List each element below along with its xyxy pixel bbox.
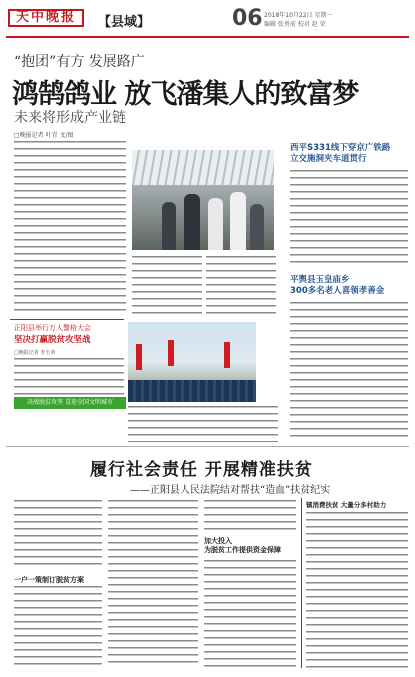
story2-photo [128, 322, 256, 402]
flag [224, 342, 230, 368]
newspaper-logo: 天中晚报 [8, 9, 84, 27]
photo-person [162, 202, 176, 250]
lead-subhead: 未来将形成产业链 [14, 110, 126, 126]
editor-text: 编辑 张勇前 校对 赵 荣 [264, 21, 326, 28]
date-text: 2018年10月22日 星期一 [264, 12, 333, 19]
lead-body-col2 [132, 256, 202, 316]
bottom-col3a [204, 500, 296, 534]
section-divider [6, 446, 409, 447]
right-body-b [290, 302, 408, 438]
photo-roof [132, 150, 274, 185]
story2-body-2 [128, 406, 278, 442]
story2-byline: □晚报记者 李玉章 [14, 350, 56, 356]
crowd [128, 380, 256, 402]
bottom-headline: 履行社会责任 开展精准扶贫 [90, 460, 313, 480]
bottom-col3b [204, 560, 296, 668]
right-headline-b: 平舆县玉皇庙乡 300多名老人喜领孝善金 [290, 275, 385, 296]
story2-banner: 决战脱贫攻坚 喜迎全国文明城市 [14, 397, 126, 409]
lead-byline: □晚报记者 叶青 文/图 [14, 132, 74, 139]
photo-person [230, 192, 246, 250]
sidebox-body [306, 512, 408, 668]
masthead-rule [6, 36, 409, 38]
story2-headline: 坚决打赢脱贫攻坚战 [14, 335, 91, 345]
bottom-col1 [14, 500, 102, 570]
photo-person [208, 198, 223, 250]
masthead [0, 0, 415, 44]
lead-kicker: “抱团”有方 发展路广 [14, 54, 145, 70]
page-number: 06 [232, 6, 263, 31]
photo-person [184, 194, 200, 250]
lead-body-col3 [206, 256, 276, 316]
right-body-a [290, 170, 408, 266]
section-label: 【县域】 [98, 15, 151, 30]
bottom-subhead-left: 一户一策制订脱贫方案 [14, 576, 84, 584]
story2-kicker: 正阳县举行万人警格大会 [14, 324, 91, 332]
photo-person [250, 204, 264, 250]
bottom-col2 [108, 500, 198, 668]
flag [136, 344, 142, 370]
flag [168, 340, 174, 366]
lead-body-col1 [14, 141, 126, 313]
bottom-subhead: ——正阳县人民法院结对帮扶“造血”扶贫纪实 [130, 485, 331, 496]
bottom-subhead-mid: 加大投入 为脱贫工作提供资金保障 [204, 537, 281, 554]
lead-photo [132, 150, 274, 250]
date-line [264, 11, 332, 29]
lead-headline: 鸿鹄鸽业 放飞潘集人的致富梦 [12, 79, 359, 110]
story2-body [14, 358, 124, 396]
sidebox-headline: 镇消费扶贫 大量分多村助力 [306, 501, 387, 509]
bottom-col1b [14, 586, 102, 668]
right-headline-a: 西平S331线下穿京广铁路 立交施洞夹车道贯行 [290, 143, 391, 164]
